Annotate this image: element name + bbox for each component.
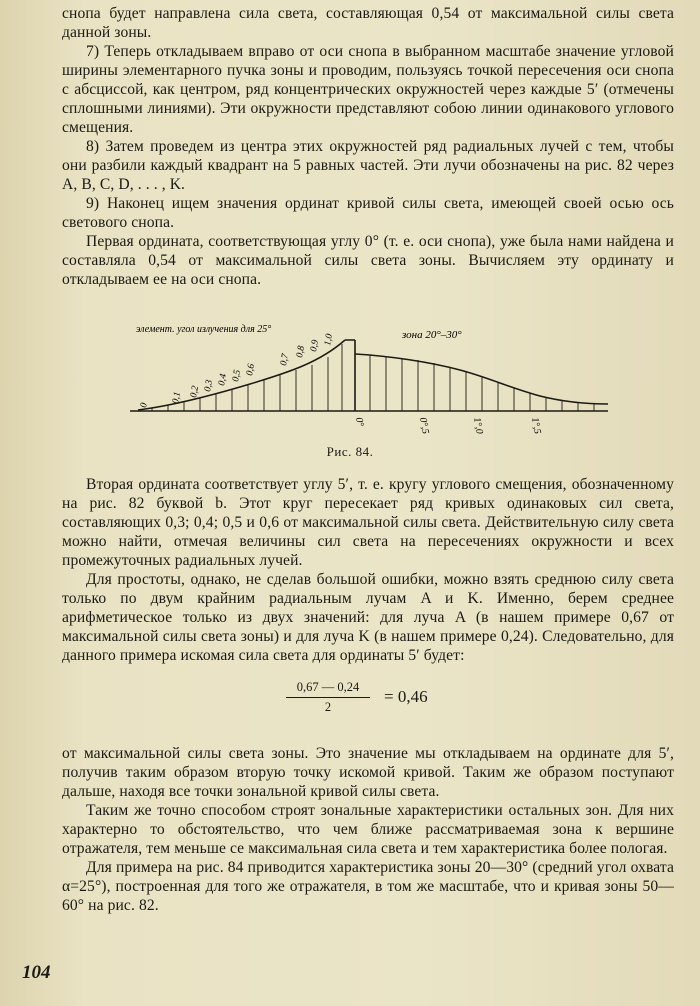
paragraph: от максимальной силы света зоны. Это значение мы откладываем на ординате для 5′, получив таким образом вторую точку искомой кривой. Таким же образом поступают дальше, находя все точки зональной кривой силы света. xyxy=(62,745,674,800)
formula-denominator: 2 xyxy=(324,700,332,714)
text-block-bottom xyxy=(62,744,674,915)
ordinate-label: 1,0 xyxy=(323,333,336,347)
paragraph: Для примера на рис. 84 приводится характеристика зоны 20—30° (средний угол охвата α=25°), построенная для того же отражателя, в том же масштабе, что и кривая зоны 50—60° на рис. 82. xyxy=(62,859,674,914)
ordinate-label: 0 xyxy=(139,402,150,409)
ordinate-labels xyxy=(139,333,335,409)
paragraph: Вторая ордината соответствует углу 5′, т. е. кругу углового смещения, обозначенному на рис. 82 буквой b. Этот круг пересекает ряд кривых одинаковых сил света, составляющих 0,3; 0,4; 0,5 и 0,6 от максимальной силы света. Действительную силу света можно найти, отмечая величины сил света на пересечениях окружности и всех промежуточных радиальных лучей. xyxy=(62,476,674,569)
ordinate-label: 0,1 xyxy=(171,391,184,405)
ordinate-label: 0,6 xyxy=(245,363,258,377)
formula-fraction xyxy=(286,680,370,715)
text-block-top xyxy=(62,4,674,289)
angle-label: 0° xyxy=(353,416,366,428)
label-element-angle: элемент. угол излучения для 25° xyxy=(136,324,272,335)
ordinate-label: 0,2 xyxy=(189,385,202,399)
page-number: 104 xyxy=(22,962,51,983)
angle-label: 1°,5 xyxy=(529,416,543,435)
ordinate-label: 0,9 xyxy=(309,339,322,353)
formula-numerator: 0,67 — 0,24 xyxy=(286,680,370,698)
angle-labels xyxy=(353,417,543,435)
paragraph: 7) Теперь откладываем вправо от оси снопа в выбранном масштабе значение угловой ширины элементарного пучка зоны и проводим, пользуясь точкой пересечения оси снопа с абсциссой, как центром, ряд концентрических окружностей через каждые 5′ (отмечены сплошными линиями). Эти окружности представляют собою линии одинакового углового смещения. xyxy=(62,43,674,136)
ordinate-label: 0,5 xyxy=(231,369,244,383)
ordinate-label: 0,3 xyxy=(203,379,216,393)
ordinate-label: 0,4 xyxy=(217,373,230,387)
label-zone: зона 20°–30° xyxy=(402,329,462,341)
ordinate-label: 0,8 xyxy=(295,345,308,359)
angle-label: 1°,0 xyxy=(471,416,485,435)
paragraph: 9) Наконец ищем значения ординат кривой силы света, имеющей своей осью ось светового снопа. xyxy=(62,195,674,231)
paragraph: 8) Затем проведем из центра этих окружностей ряд радиальных лучей с тем, чтобы они разбили каждый квадрант на 5 равных частей. Эти лучи обозначены на рис. 82 через A, B, C, D, . . . , K. xyxy=(62,138,674,193)
paragraph: Для простоты, однако, не сделав большой ошибки, можно взять среднюю силу света только по двум крайним радиальным лучам A и K. Именно, берем среднее арифметическое только из двух значений: для луча A (в нашем примере 0,67 от максимальной силы света зоны) и для луча K (в нашем примере 0,24). Следовательно, для данного примера искомая сила света для ординаты 5′ будет: xyxy=(62,571,674,664)
figure-caption: Рис. 84. xyxy=(326,444,374,459)
text-block-middle xyxy=(62,475,674,665)
right-hatching xyxy=(370,355,594,411)
angle-label: 0°,5 xyxy=(417,416,431,435)
paragraph: снопа будет направлена сила света, составляющая 0,54 от максимальной силы света данной зоны. xyxy=(62,5,674,41)
zonal-curve xyxy=(355,354,608,404)
paragraph: Первая ордината, соответствующая углу 0° (т. е. оси снопа), уже была нами найдена и составляла 0,54 от максимальной силы света зоны. Вычисляем эту ординату и откладываем ее на оси снопа. xyxy=(62,233,674,288)
paragraph: Таким же точно способом строят зональные характеристики остальных зон. Для них характерно то обстоятельство, что чем ближе рассматриваемая зона к вершине отражателя, тем меньше се максимальная сила света и тем характеристика более пологая. xyxy=(62,802,674,857)
figure-84 xyxy=(130,318,610,440)
ordinate-label: 0,7 xyxy=(279,353,292,367)
formula-result: = 0,46 xyxy=(384,687,428,706)
